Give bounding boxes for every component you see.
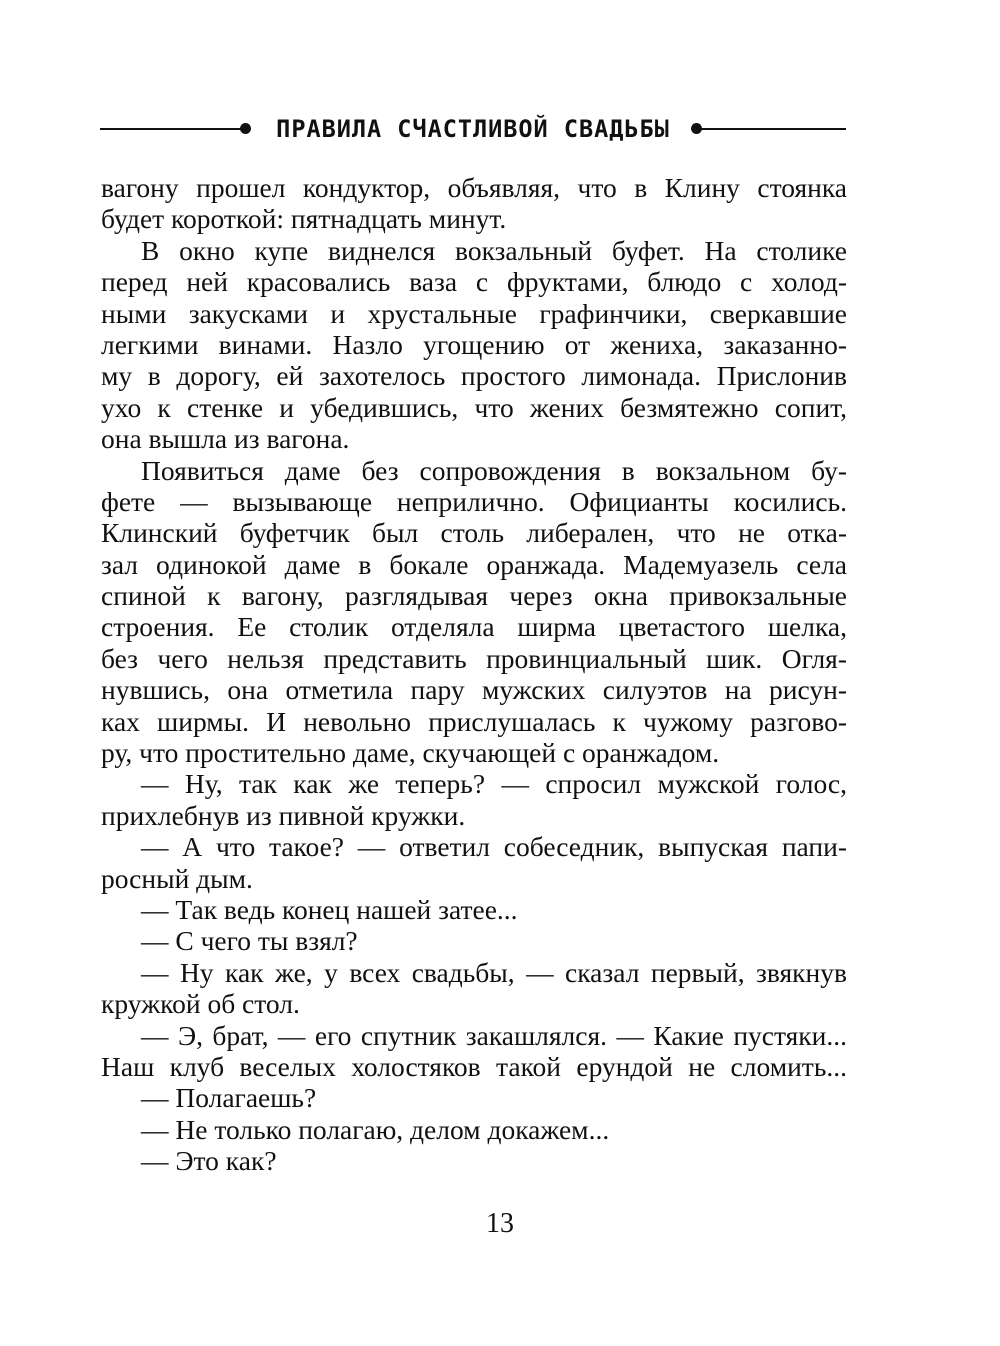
text-line: легкими винами. Назло угощению от жениха, заказанно- (101, 328, 847, 360)
text-line: Наш клуб веселых холостяков такой ерундой не сломить... (101, 1050, 847, 1082)
body-text (101, 172, 847, 1177)
text-line: ру, что простительно даме, скучающей с оранжадом. (101, 737, 720, 769)
text-line: ках ширмы. И невольно прислушалась к чужому разгово- (101, 705, 847, 737)
text-line: — Не только полагаю, делом докажем... (141, 1113, 610, 1145)
text-line: ными закусками и хрустальные графинчики, сверкавшие (101, 297, 847, 329)
text-line: фете — вызывающе неприлично. Официанты косились. (101, 485, 847, 517)
text-line: кружкой об стол. (101, 988, 300, 1020)
running-header (100, 111, 846, 147)
text-line: — Полагаешь? (141, 1082, 317, 1114)
text-line: — С чего ты взял? (141, 925, 358, 957)
text-line: — Ну, так как же теперь? — спросил мужской голос, (141, 768, 847, 800)
text-line: спиной к вагону, разглядывая через окна привокзальные (101, 580, 847, 612)
text-line: перед ней красовались ваза с фруктами, блюдо с холод- (101, 266, 847, 298)
text-line: прихлебнув из пивной кружки. (101, 799, 466, 831)
text-line: нувшись, она отметила пару мужских силуэтов на рисун- (101, 674, 847, 706)
text-line: она вышла из вагона. (101, 423, 350, 455)
text-line: — Это как? (141, 1145, 277, 1177)
page-number: 13 (486, 1208, 514, 1239)
header-rule-right (696, 128, 846, 130)
text-line: ухо к стенке и убедившись, что жених безмятежно сопит, (101, 391, 847, 423)
text-line: без чего нельзя представить провинциальный шик. Огля- (101, 642, 847, 674)
text-line: росный дым. (101, 862, 253, 894)
text-line: Клинский буфетчик был столь либерален, что не отка- (101, 517, 847, 549)
text-line: В окно купе виднелся вокзальный буфет. На столике (141, 234, 847, 266)
text-line: зал одинокой даме в бокале оранжада. Мадемуазель села (101, 548, 847, 580)
running-title: ПРАВИЛА СЧАСТЛИВОЙ СВАДЬБЫ (276, 115, 670, 143)
text-line: будет короткой: пятнадцать минут. (101, 203, 507, 235)
text-line: вагону прошел кондуктор, объявляя, что в Клину стоянка (101, 172, 847, 203)
text-line: — Э, брат, — его спутник закашлялся. — Какие пустяки... (141, 1019, 847, 1051)
text-line: — Так ведь конец нашей затее... (141, 893, 518, 925)
text-line: — Ну как же, у всех свадьбы, — сказал первый, звякнув (141, 956, 847, 988)
text-line: — А что такое? — ответил собеседник, выпуская папи- (141, 831, 847, 863)
text-line: му в дорогу, ей захотелось простого лимонада. Прислонив (101, 360, 847, 392)
text-line: Появиться даме без сопровождения в вокзальном бу- (141, 454, 847, 486)
text-line: строения. Ее столик отделяла ширма цветастого шелка, (101, 611, 847, 643)
